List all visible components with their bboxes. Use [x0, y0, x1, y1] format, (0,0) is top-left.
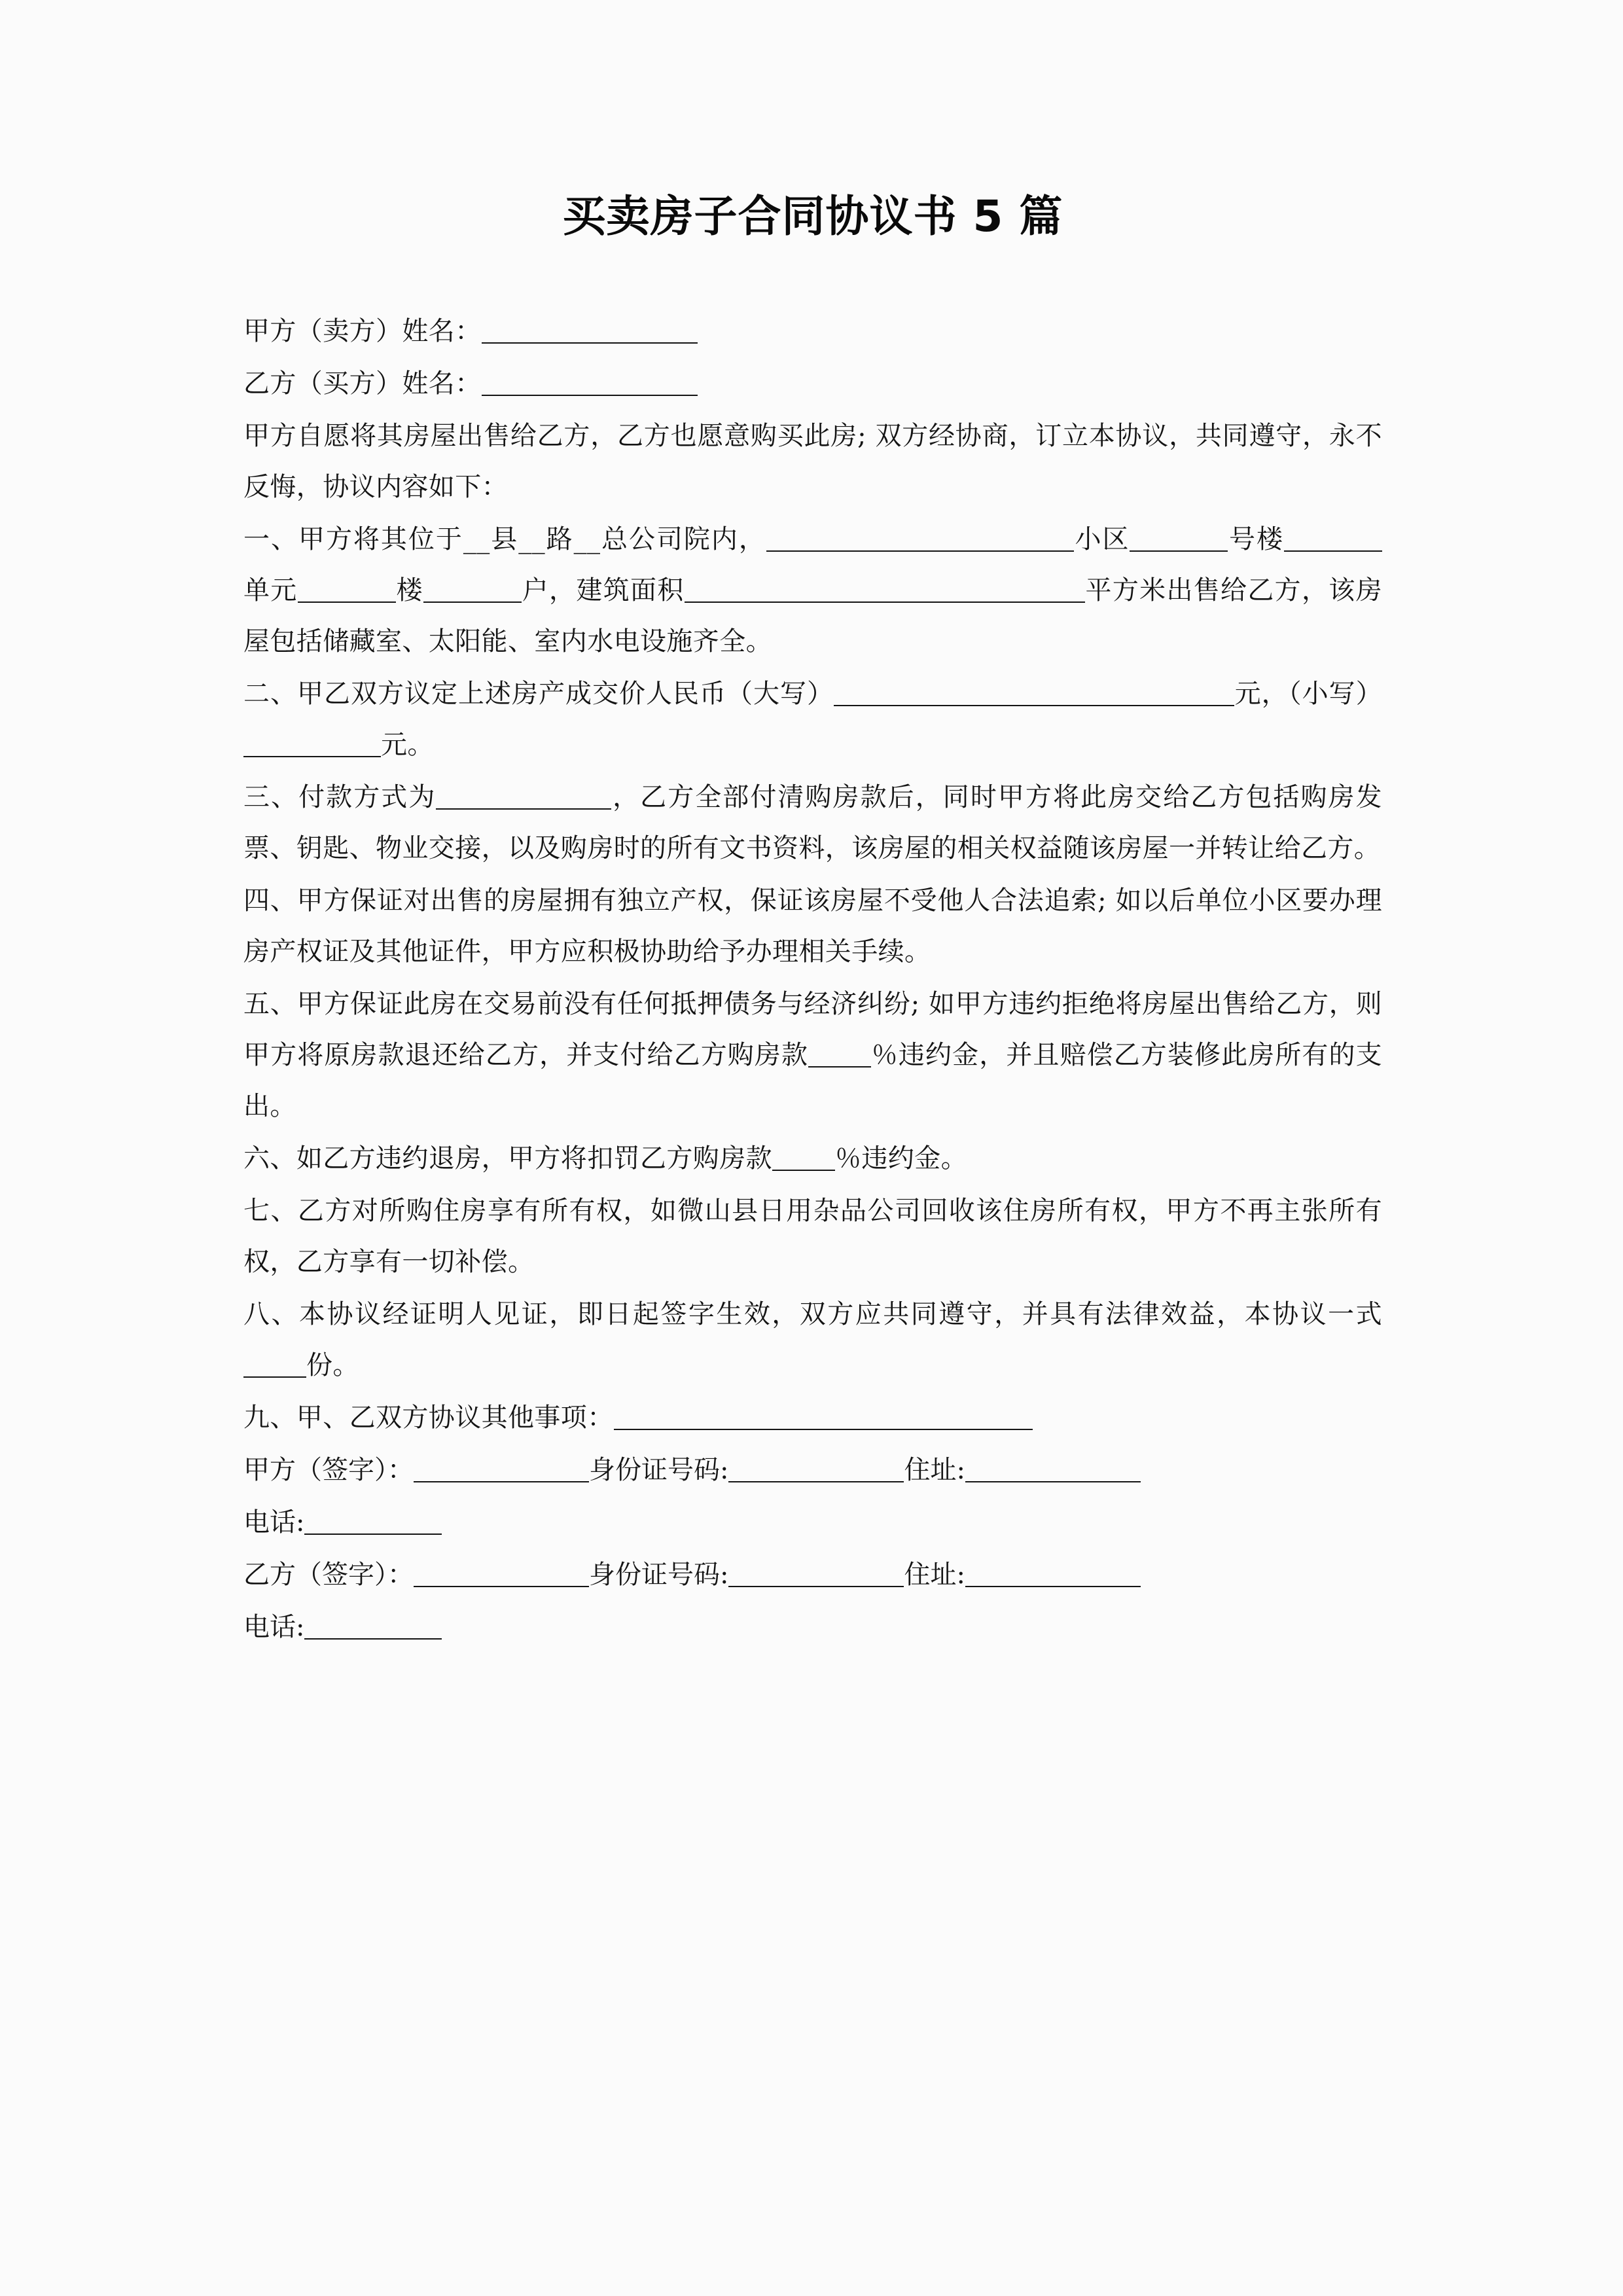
- buyer-id-blank[interactable]: [728, 1560, 904, 1587]
- seller-penalty-percent-blank[interactable]: [808, 1040, 871, 1067]
- clause-six-number: 六、: [243, 1143, 296, 1174]
- clause-six-seg-0: 如乙方违约退房，甲方将扣罚乙方购房款: [296, 1143, 773, 1174]
- buyer-phone-blank[interactable]: [304, 1612, 442, 1640]
- buyer-signature-label: 乙方（签字）：: [243, 1560, 414, 1590]
- clause-three-seg-0: 付款方式为: [298, 782, 437, 813]
- buyer-address-label: 住址:: [904, 1560, 965, 1590]
- clause-seven-text: 乙方对所购住房享有所有权，如微山县日用杂品公司回收该住房所有权，甲方不再主张所有权，乙方享有一切补偿。: [243, 1196, 1383, 1278]
- price-uppercase-blank[interactable]: [834, 679, 1234, 706]
- buyer-phone-line: [243, 1602, 1382, 1653]
- clause-nine-number: 九、: [243, 1403, 296, 1433]
- payment-method-blank[interactable]: [436, 782, 611, 810]
- buyer-phone-label: 电话:: [243, 1612, 305, 1643]
- building-number-blank[interactable]: [1130, 524, 1228, 552]
- clause-two-seg-1: 元，（小写）: [1234, 679, 1382, 709]
- clause-one-seg-5: 楼: [395, 575, 423, 606]
- clause-three-number: 三、: [243, 782, 299, 813]
- page-title: 买卖房子合同协议书 5 篇: [562, 191, 1063, 242]
- seller-phone-line: [243, 1497, 1382, 1548]
- seller-address-blank[interactable]: [965, 1455, 1141, 1482]
- seller-id-blank[interactable]: [728, 1455, 904, 1482]
- clause-five: [243, 978, 1382, 1132]
- clause-one-number: 一、: [243, 524, 298, 555]
- seller-name-line: [243, 306, 1382, 357]
- seller-phone-label: 电话:: [243, 1507, 305, 1538]
- seller-signature-line: [243, 1444, 1382, 1496]
- clause-four: [243, 875, 1382, 977]
- clause-eight: [243, 1289, 1382, 1391]
- seller-address-label: 住址:: [904, 1455, 965, 1486]
- seller-id-label: 身份证号码:: [589, 1455, 729, 1486]
- clause-nine: [243, 1392, 1382, 1443]
- seller-signature-blank[interactable]: [414, 1455, 589, 1482]
- clause-three: [243, 772, 1382, 874]
- clause-one-seg-7: 平方米出售给乙方，该房屋包括储藏室、太阳能、室内水电设施齐全。: [243, 575, 1382, 657]
- clause-two-seg-2: 元。: [381, 730, 434, 761]
- clause-one-seg-4: 单元: [243, 575, 298, 606]
- clause-one-seg-1: __县__路__总公司院内，: [463, 524, 766, 555]
- document-body: [243, 187, 1382, 1654]
- buyer-id-label: 身份证号码:: [589, 1560, 729, 1590]
- clause-eight-seg-0: 本协议经证明人见证，即日起签字生效，双方应共同遵守，并具有法律效益，本协议一式: [298, 1299, 1382, 1330]
- clause-six: [243, 1133, 1382, 1184]
- clause-seven: [243, 1185, 1382, 1287]
- unit-number-blank[interactable]: [1284, 524, 1382, 552]
- clause-seven-number: 七、: [243, 1196, 298, 1227]
- buyer-signature-line: [243, 1549, 1382, 1600]
- buyer-name-blank[interactable]: [482, 368, 698, 396]
- seller-phone-blank[interactable]: [304, 1507, 442, 1535]
- clause-five-seg-0: 甲方保证此房在交易前没有任何抵押债务与经济纠纷; 如甲方违约拒绝将房屋出售给乙方，则甲方将原房款退还给乙方，并支付给乙方购房款: [243, 989, 1382, 1071]
- clause-five-seg-1: ％违约金，并且赔偿乙方装修此房所有的支出。: [243, 1040, 1382, 1122]
- clause-one-seg-6: 户，建筑面积: [521, 575, 685, 606]
- buyer-signature-blank[interactable]: [414, 1560, 589, 1587]
- area-blank[interactable]: [685, 575, 1085, 603]
- clause-three-seg-1: ，乙方全部付清购房款后，同时甲方将此房交给乙方包括购房发票、钥匙、物业交接，以及购房时的所有文书资料，该房屋的相关权益随该房屋一并转让给乙方。: [243, 782, 1383, 864]
- clause-five-number: 五、: [243, 989, 297, 1020]
- copies-count-blank[interactable]: [243, 1350, 306, 1378]
- buyer-name-line: [243, 358, 1382, 409]
- seller-name-blank[interactable]: [482, 316, 698, 344]
- seller-name-label: 甲方（卖方）姓名：: [243, 316, 482, 347]
- community-blank[interactable]: [766, 524, 1074, 552]
- buyer-penalty-percent-blank[interactable]: [772, 1143, 835, 1171]
- clause-two-seg-0: 甲乙双方议定上述房产成交价人民币（大写）: [297, 679, 834, 709]
- seller-signature-label: 甲方（签字）：: [243, 1455, 414, 1486]
- floor-blank[interactable]: [298, 575, 396, 603]
- clause-nine-seg-0: 甲、乙双方协议其他事项：: [296, 1403, 614, 1433]
- room-blank[interactable]: [423, 575, 522, 603]
- clause-eight-seg-1: 份。: [306, 1350, 359, 1381]
- clause-eight-number: 八、: [243, 1299, 299, 1330]
- clause-six-seg-1: ％违约金。: [835, 1143, 968, 1174]
- clause-one-seg-2: 小区: [1073, 524, 1130, 555]
- price-lowercase-blank[interactable]: [243, 730, 381, 757]
- clause-one-seg-0: 甲方将其位于: [298, 524, 463, 555]
- buyer-address-blank[interactable]: [965, 1560, 1141, 1587]
- other-matters-blank[interactable]: [614, 1403, 1033, 1430]
- clause-two: [243, 668, 1382, 770]
- clause-four-text: 甲方保证对出售的房屋拥有独立产权，保证该房屋不受他人合法追索; 如以后单位小区要办理房产权证及其他证件，甲方应积极协助给予办理相关手续。: [243, 886, 1382, 967]
- clause-one-seg-3: 号楼: [1228, 524, 1284, 555]
- buyer-name-label: 乙方（买方）姓名：: [243, 368, 482, 399]
- clause-two-number: 二、: [243, 679, 297, 709]
- preamble-paragraph: 甲方自愿将其房屋出售给乙方，乙方也愿意购买此房; 双方经协商，订立本协议，共同遵守，永不反悔，协议内容如下：: [243, 421, 1382, 503]
- clause-four-number: 四、: [243, 886, 297, 916]
- clause-one: [243, 514, 1382, 667]
